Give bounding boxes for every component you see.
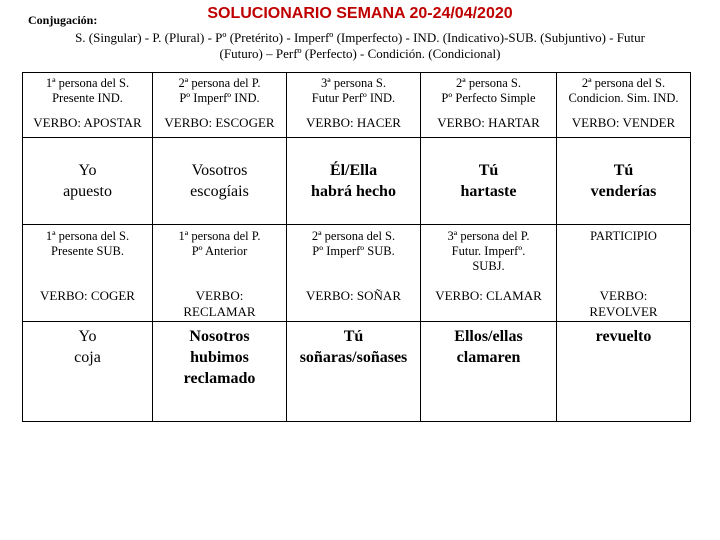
answer-row-2 xyxy=(23,322,691,422)
conjugation-table xyxy=(22,72,691,422)
verb-cell: VERBO: APOSTAR xyxy=(23,109,153,138)
answer-row-1 xyxy=(23,138,691,225)
header-cell: 2ª persona S. Pº Perfecto Simple xyxy=(421,73,557,110)
header-cell: PARTICIPIO xyxy=(557,225,691,285)
header-cell: 1ª persona del S. Presente SUB. xyxy=(23,225,153,285)
header-cell: 2ª persona del P. Pº Imperfº IND. xyxy=(153,73,287,110)
header-cell: 3ª persona del P. Futur. Imperfº. SUBJ. xyxy=(421,225,557,285)
verb-cell: VERBO: CLAMAR xyxy=(421,284,557,322)
answer-cell: Él/Ella habrá hecho xyxy=(287,138,421,225)
verb-cell: VERBO: ESCOGER xyxy=(153,109,287,138)
answer-cell: Tú soñaras/soñases xyxy=(287,322,421,422)
legend-line-1: S. (Singular) - P. (Plural) - Pº (Pretérito) - Imperfº (Imperfecto) - IND. (Indicativo)-SUB. (Subjuntivo) - Futur xyxy=(75,30,645,45)
header-cell: 2ª persona del S. Pº Imperfº SUB. xyxy=(287,225,421,285)
verb-row-1 xyxy=(23,109,691,138)
header-row-1 xyxy=(23,73,691,110)
conjugation-label: Conjugación: xyxy=(28,13,98,27)
answer-cell: Yo coja xyxy=(23,322,153,422)
verb-cell: VERBO: RECLAMAR xyxy=(153,284,287,322)
verb-row-2 xyxy=(23,284,691,322)
verb-cell: VERBO: VENDER xyxy=(557,109,691,138)
page-title: SOLUCIONARIO SEMANA 20-24/04/2020 xyxy=(207,5,513,22)
legend-line-2: (Futuro) – Perfº (Perfecto) - Condición. (Condicional) xyxy=(219,46,501,61)
answer-cell: revuelto xyxy=(557,322,691,422)
header-cell: 2ª persona del S. Condicion. Sim. IND. xyxy=(557,73,691,110)
answer-cell: Vosotros escogíais xyxy=(153,138,287,225)
answer-cell: Ellos/ellas clamaren xyxy=(421,322,557,422)
verb-cell: VERBO: COGER xyxy=(23,284,153,322)
answer-cell: Tú hartaste xyxy=(421,138,557,225)
header-cell: 1ª persona del P. Pº Anterior xyxy=(153,225,287,285)
header-cell: 1ª persona del S. Presente IND. xyxy=(23,73,153,110)
verb-cell: VERBO: HARTAR xyxy=(421,109,557,138)
answer-cell: Nosotros hubimos reclamado xyxy=(153,322,287,422)
answer-cell: Yo apuesto xyxy=(23,138,153,225)
verb-cell: VERBO: SOÑAR xyxy=(287,284,421,322)
header-cell: 3ª persona S. Futur Perfº IND. xyxy=(287,73,421,110)
answer-cell: Tú venderías xyxy=(557,138,691,225)
verb-cell: VERBO: HACER xyxy=(287,109,421,138)
verb-cell: VERBO: REVOLVER xyxy=(557,284,691,322)
abbreviation-legend xyxy=(40,30,680,62)
header-row-2 xyxy=(23,225,691,285)
